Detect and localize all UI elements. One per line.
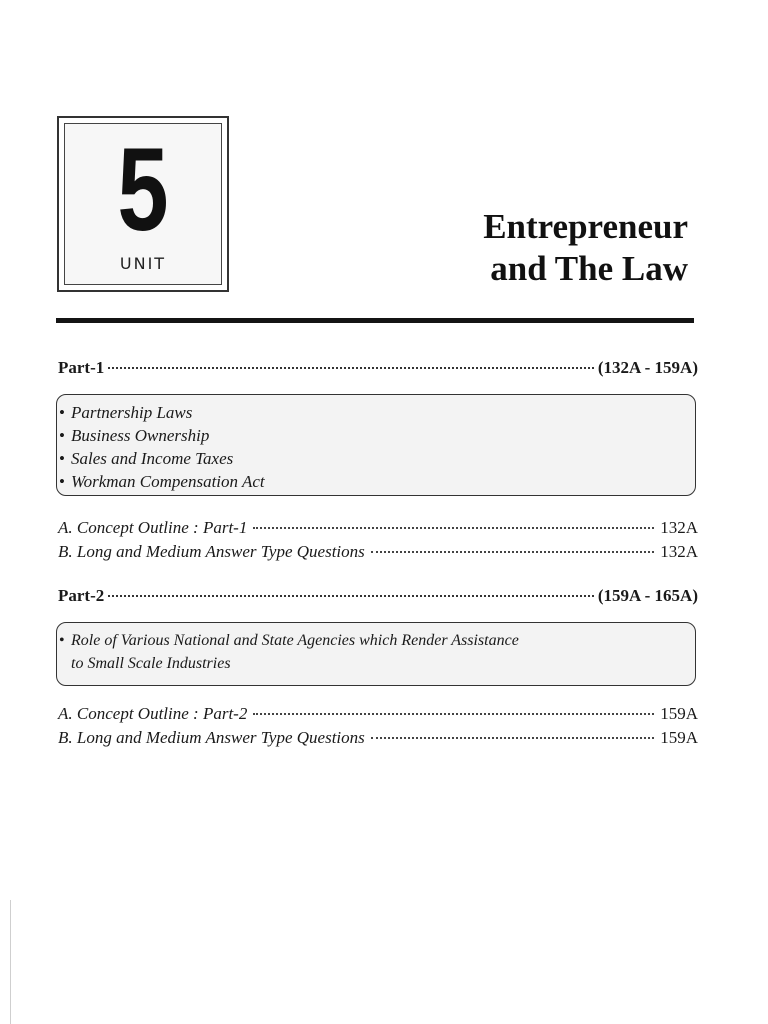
title-divider	[56, 318, 694, 323]
unit-badge	[57, 116, 229, 292]
chapter-title	[483, 206, 688, 290]
topic-item: • Role of Various National and State Agencies which Render Assistance	[69, 629, 691, 652]
leader-dots	[253, 713, 654, 715]
toc-entry-page: 159A	[660, 704, 698, 723]
part-1-heading	[58, 358, 698, 382]
leader-dots	[108, 367, 594, 369]
part-2-topics-box	[56, 622, 696, 686]
part-2-heading	[58, 586, 698, 610]
toc-entry[interactable]	[58, 704, 698, 726]
topic-item: • Workman Compensation Act	[69, 470, 683, 493]
toc-entry-page: 132A	[660, 518, 698, 537]
part-2-topic-list	[69, 629, 691, 675]
page-edge-line	[10, 900, 11, 1024]
toc-entry-label: A. Concept Outline : Part-1	[58, 518, 248, 537]
toc-entry-label: B. Long and Medium Answer Type Questions	[58, 728, 365, 747]
leader-dots	[371, 737, 654, 739]
leader-dots	[253, 527, 654, 529]
topic-item: • Sales and Income Taxes	[69, 447, 683, 470]
leader-dots	[371, 551, 654, 553]
part-1-range: (132A - 159A)	[597, 358, 698, 377]
toc-entry[interactable]	[58, 728, 698, 750]
unit-number: 5	[117, 124, 169, 256]
toc-entry-label: A. Concept Outline : Part-2	[58, 704, 248, 723]
unit-badge-frame	[64, 123, 222, 285]
part-1-topic-list	[69, 401, 683, 493]
unit-label: UNIT	[119, 254, 167, 273]
toc-entry-page: 132A	[660, 542, 698, 561]
part-2-name: Part-2	[58, 586, 105, 605]
part-1-topics-box	[56, 394, 696, 496]
leader-dots	[108, 595, 594, 597]
topic-item-continuation: to Small Scale Industries	[71, 655, 231, 672]
chapter-title-line-1: Entrepreneur	[483, 207, 688, 246]
topic-item: • Partnership Laws	[69, 401, 683, 424]
part-1-name: Part-1	[58, 358, 105, 377]
chapter-title-line-2: and The Law	[490, 249, 688, 288]
toc-entry-label: B. Long and Medium Answer Type Questions	[58, 542, 365, 561]
topic-item: • Business Ownership	[69, 424, 683, 447]
toc-entry-page: 159A	[660, 728, 698, 747]
toc-entry[interactable]	[58, 542, 698, 564]
part-2-range: (159A - 165A)	[597, 586, 698, 605]
toc-entry[interactable]	[58, 518, 698, 540]
